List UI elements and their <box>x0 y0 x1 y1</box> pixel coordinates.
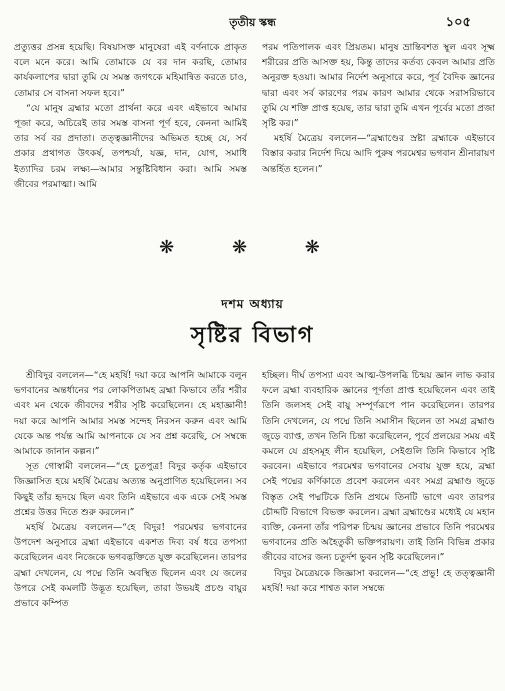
top-left-column <box>14 40 247 236</box>
chapter-title: সৃষ্টির বিভাগ <box>190 322 315 348</box>
chapter-number: দশম অধ্যায় <box>221 297 284 311</box>
bottom-left-column <box>14 368 247 686</box>
paragraph: সূত গোস্বামী বললেন—“হে চুতপুত্র! বিদুর কর্তৃক এইভাবে জিজ্ঞাসিত হয়ে মহর্ষি মৈত্রেয় অত্যন্ত অনুপ্রাণিত হয়েছিলেন। সব কিছুই তাঁর হৃদয়ে ছিল এবং তিনি এইভাবে এক একে সেই সমস্ত প্রশ্নের উত্তর দিতে শুরু করলেন।” <box>14 461 247 518</box>
running-title: তৃতীয় স্কন্ধ <box>229 16 276 29</box>
bottom-right-column <box>262 368 495 686</box>
paragraph: মহর্ষি মৈত্রেয় বললেন—“হে বিদুর! পরমেশ্বর ভগবানের উপদেশ অনুসারে ব্রহ্মা এইভাবে একশত দিব্য বর্ষ ধরে তপস্যা করেছিলেন এবং নিজেকে ভগবদ্ভক্তিতে যুক্ত করেছিলেন। তারপর ব্রহ্মা দেখলেন, যে পদ্মে তিনি অবস্থিত ছিলেন এবং যে জলের উপরে সেই কমলটি উদ্ভূত হয়েছিল, তারা উভয়ই প্রচণ্ড বায়ুর প্রভাবে কম্পিত <box>14 522 247 610</box>
flower-ornament-icon: ❋ <box>304 237 346 258</box>
page-number: ১০৫ <box>445 15 471 30</box>
paragraph: বিদুর মৈত্রেয়কে জিজ্ঞাসা করলেন—“হে প্রভু! হে তত্ত্বজ্ঞানী মহর্ষি! দয়া করে শাশ্বত কাল সম্বন্ধে <box>262 567 495 594</box>
paragraph: মহর্ষি মৈত্রেয় বললেন—“ব্রহ্মাণ্ডের স্রষ্টা ব্রহ্মাকে এইভাবে বিস্তার করার নির্দেশ দিয়ে আদি পুরুষ পরমেশ্বর ভগবান শ্রীনারায়ণ অন্তর্হিত হলেন।” <box>262 133 495 175</box>
flower-ornament-icon: ❋ <box>159 237 201 258</box>
paragraph: প্রত্যুত্তর প্রসন্ন হয়েছি। বিষয়াসক্ত মানুষেরা এই বর্ণনাকে প্রাকৃত বলে মনে করে। আমি তোমাকে যে বর দান করছি, তোমার কার্যকলাপের দ্বারা তুমি যে সমস্ত জগৎকে মহিমান্বিত করতে চাও, তোমার সে বাসনা সফল হবে।” <box>14 42 247 99</box>
top-right-column <box>262 40 495 236</box>
section-divider <box>0 237 505 258</box>
paragraph: হচ্ছিল। দীর্ঘ তপস্যা এবং আত্ম-উপলব্ধি চিন্ময় জ্ঞান লাভ করার ফলে ব্রহ্মা ব্যবহারিক জ্ঞানের পূর্ণতা প্রাপ্ত হয়েছিলেন এবং তাই তিনি জলসহ সেই বায়ু সম্পূর্ণরূপে পান করেছিলেন। তারপর তিনি দেখলেন, যে পদ্মে তিনি সমাসীন ছিলেন তা সমগ্র ব্রহ্মাণ্ড জুড়ে ব্যাপ্ত, তখন তিনি চিন্তা করেছিলেন, পূর্বে প্রলয়ের সময় এই কমলে যে গ্রহসমূহ লীন হয়েছিল, সেইগুলি তিনি কিভাবে সৃষ্টি করবেন। এইভাবে পরমেশ্বর ভগবানের সেবায় যুক্ত হয়ে, ব্রহ্মা সেই পদ্মের কর্ণিকাতে প্রবেশ করলেন এবং সমগ্র ব্রহ্মাণ্ড জুড়ে বিস্তৃত সেই পদ্মটিকে তিনি প্রথমে তিনটি ভাগে এবং তারপর চৌদ্দটি বিভাগে বিভক্ত করলেন। ব্রহ্মা ব্রহ্মাণ্ডের মধ্যেই যে মহান ব্যক্তি, কেননা তাঁর পরিপক্ব চিন্ময় জ্ঞানের প্রভাবে তিনি পরমেশ্বর ভগবানের প্রতি অহৈতুকী ভক্তিপরায়ণ। তাই তিনি বিভিন্ন প্রকার জীবের বাসের জন্য চতুর্দশ ভুবন সৃষ্টি করেছিলেন।” <box>262 370 495 564</box>
flower-ornament-icon: ❋ <box>231 237 274 258</box>
paragraph: “যে মানুষ ব্রহ্মার মতো প্রার্থনা করে এবং এইভাবে আমার পূজা করে, অচিরেই তার সমস্ত বাসনা পূর্ণ হবে, কেননা আমিই তার সর্ব বর প্রদাতা। তত্ত্বজ্ঞানীদের অভিমত হচ্ছে যে, সর্ব প্রকার প্রথাগত উৎকর্ষ, তপশ্চর্যা, যজ্ঞ, দান, যোগ, সমাধি ইত্যাদির চরম লক্ষ্য—আমার সন্তুষ্টিবিধান করা। আমি সমস্ত জীবের পরমাত্মা। আমি <box>14 102 247 190</box>
running-head <box>0 14 505 30</box>
paragraph: শ্রীবিদুর বললেন—“হে মহর্ষি! দয়া করে আপনি আমাকে বলুন ভগবানের অন্তর্ধানের পর লোকপিতামহ ব্রহ্মা কিভাবে তাঁর শরীর এবং মন থেকে জীবদের শরীর সৃষ্টি করেছিলেন। হে মহাজ্ঞানী! দয়া করে আপনি আমার সমস্ত সন্দেহ নিরসন করুন এবং আমি যেকে অন্ত পর্যন্ত আমি আপনাকে যে সব প্রশ্ন করেছি, সে সম্বন্ধে আমাকে জানান কল্পন।” <box>14 370 247 458</box>
paragraph: পরম পতিপালক এবং প্রিয়তম। মানুষ ভ্রান্তিবশত স্থূল এবং সূক্ষ্ম শরীরের প্রতি আসক্ত হয়, কিন্তু তাদের কর্তব্য কেবল আমার প্রতি অনুরক্ত হওয়া। আমার নির্দেশ অনুসারে করে, পূর্ব বৈদিক জ্ঞানের দ্বারা এবং সর্ব কারণের পরম কারণ আমার থেকে সরাসরিভাবে তুমি যে শক্তি প্রাপ্ত হয়েছ, তার দ্বারা তুমি এখন পূর্বের মতো প্রজা সৃষ্টি কর।” <box>262 42 495 130</box>
